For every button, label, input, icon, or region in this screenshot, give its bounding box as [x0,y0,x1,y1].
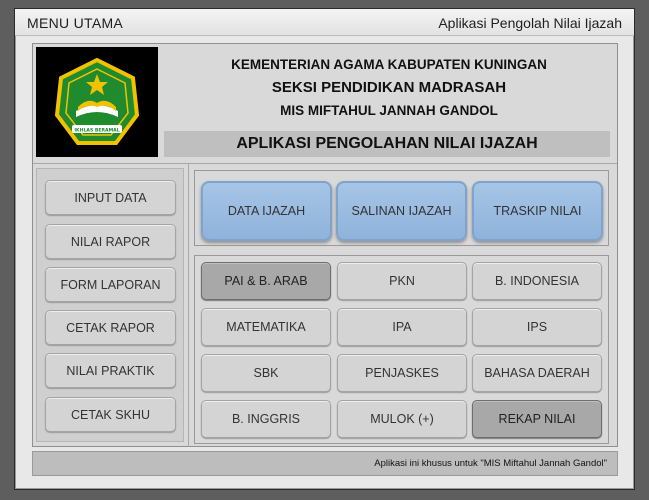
school-name: MIS MIFTAHUL JANNAH GANDOL [280,103,498,118]
subjects-panel [194,255,609,444]
section-name: SEKSI PENDIDIKAN MADRASAH [271,79,507,96]
cetak-skhu-button[interactable]: CETAK SKHU [45,397,176,432]
subject-matematika-button[interactable]: MATEMATIKA [201,308,331,346]
logo [36,47,158,157]
subject-bahasa-daerah-button[interactable]: BAHASA DAERAH [472,354,602,392]
subject-penjaskes-button[interactable]: PENJASKES [337,354,467,392]
salinan-ijazah-button[interactable]: SALINAN IJAZAH [336,181,467,241]
footer-text: Aplikasi ini khusus untuk "MIS Miftahul Jannah Gandol" [374,458,607,469]
left-menu-panel [36,168,184,442]
cetak-rapor-button[interactable]: CETAK RAPOR [45,310,176,345]
form-laporan-button[interactable]: FORM LAPORAN [45,267,176,302]
subject-ipa-button[interactable]: IPA [337,308,467,346]
nilai-rapor-button[interactable]: NILAI RAPOR [45,224,176,259]
app-title: APLIKASI PENGOLAHAN NILAI IJAZAH [164,131,610,157]
subject-pai-button[interactable]: PAI & B. ARAB [201,262,331,300]
ijazah-panel [194,170,609,246]
data-ijazah-button[interactable]: DATA IJAZAH [201,181,332,241]
subject-ips-button[interactable]: IPS [472,308,602,346]
main-window [14,8,635,490]
divider-vertical [188,164,189,447]
traskip-nilai-button[interactable]: TRASKIP NILAI [472,181,603,241]
ministry-name: KEMENTERIAN AGAMA KABUPATEN KUNINGAN [231,57,547,72]
nilai-praktik-button[interactable]: NILAI PRAKTIK [45,353,176,388]
app-name: Aplikasi Pengolah Nilai Ijazah [438,15,622,31]
subject-pkn-button[interactable]: PKN [337,262,467,300]
title-bar [15,9,634,36]
subject-mulok-button[interactable]: MULOK (+) [337,400,467,438]
institution-header [164,47,614,130]
input-data-button[interactable]: INPUT DATA [45,180,176,215]
main-content [32,43,618,447]
subject-b-inggris-button[interactable]: B. INGGRIS [201,400,331,438]
window-title: MENU UTAMA [27,15,124,31]
logo-caption: IKHLAS BERAMAL [74,128,120,134]
rekap-nilai-button[interactable]: REKAP NILAI [472,400,602,438]
subject-sbk-button[interactable]: SBK [201,354,331,392]
kemenag-emblem-icon [36,47,158,157]
divider-horizontal [33,163,617,164]
footer-bar [32,451,618,476]
subject-b-indonesia-button[interactable]: B. INDONESIA [472,262,602,300]
